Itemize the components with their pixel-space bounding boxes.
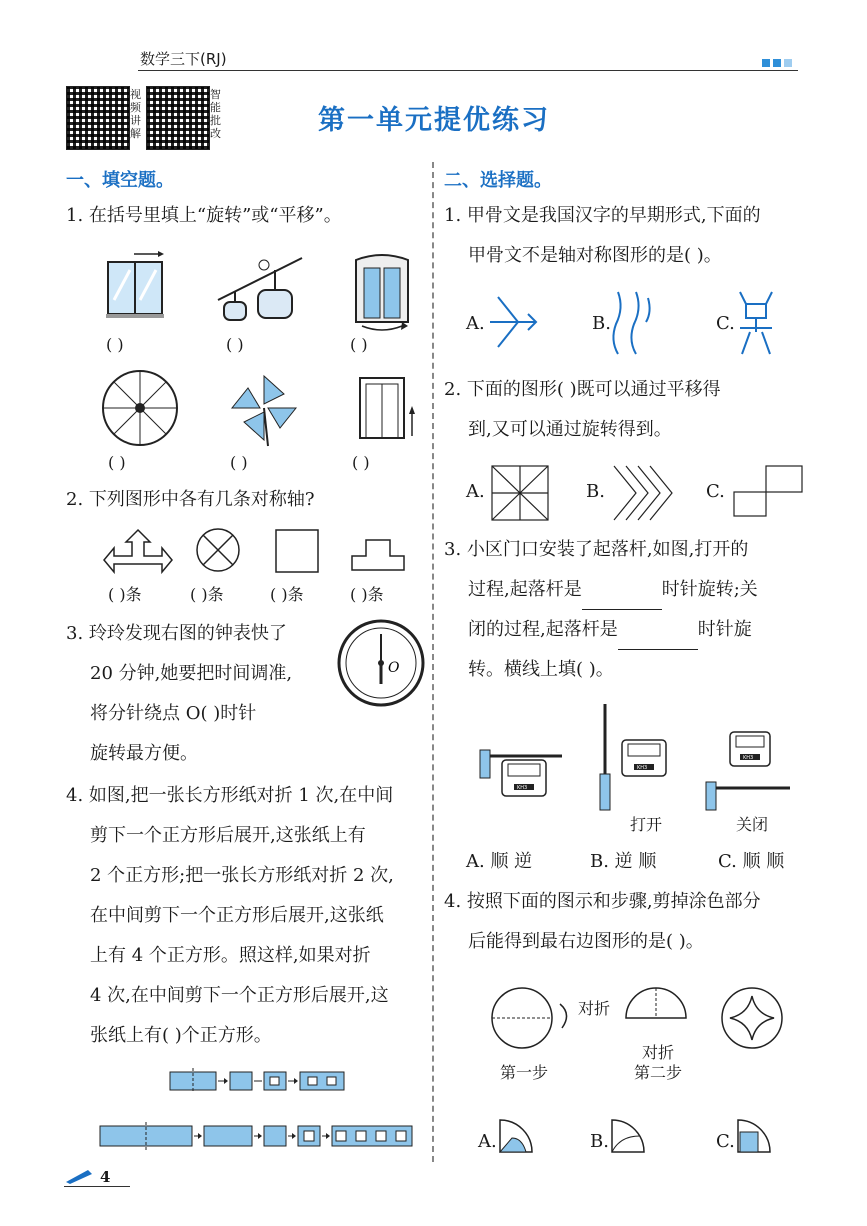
book-title: 数学三下(RJ): [140, 50, 227, 68]
r-q1-line2: 甲骨文不是轴对称图形的是( )。: [468, 245, 722, 266]
q4-line2: 剪下一个正方形后展开,这张纸上有: [90, 825, 366, 846]
r-q4-option-b[interactable]: B.: [590, 1131, 609, 1152]
q4-line3: 2 个正方形;把一张长方形纸对折 2 次,: [90, 865, 394, 886]
r-q3-line2: 过程,起落杆是 时针旋转;关: [468, 570, 758, 610]
r-q2-option-c[interactable]: C.: [706, 481, 725, 502]
three-arrow-shape: [102, 528, 174, 574]
fold-once-diagram: [168, 1068, 348, 1092]
cut-option-b: [610, 1118, 646, 1154]
step2-label: 第二步: [634, 1063, 683, 1082]
q1-text: 1. 在括号里填上“旋转”或“平移”。: [66, 205, 342, 226]
clock-center-label: O: [388, 660, 400, 676]
label-open: 打开: [630, 815, 663, 834]
oracle-glyph-c: [736, 288, 776, 358]
q1-answer-4[interactable]: ( ): [108, 453, 126, 472]
r-q4-option-a[interactable]: A.: [478, 1131, 497, 1152]
pencil-icon: [64, 1166, 94, 1184]
q2-answer-2[interactable]: ( )条: [190, 585, 224, 604]
oracle-glyph-b: [610, 288, 654, 358]
label-close: 关闭: [736, 815, 769, 834]
q3-line3: 将分针绕点 O( )时针: [90, 703, 257, 724]
oracle-glyph-a: [488, 292, 538, 352]
q2-answer-1[interactable]: ( )条: [108, 585, 142, 604]
offset-squares-shape: [732, 464, 804, 518]
pinwheel-pattern-shape: [490, 464, 552, 522]
q3-line2: 20 分钟,她要把时间调准,: [90, 663, 293, 684]
pinwheel-icon: [228, 374, 300, 446]
r-q3-line1: 3. 小区门口安装了起落杆,如图,打开的: [444, 539, 749, 560]
r-q1-option-c[interactable]: C.: [716, 313, 735, 334]
step1-label: 第一步: [500, 1063, 549, 1082]
r-q1-option-b[interactable]: B.: [592, 313, 611, 334]
q4-line7: 张纸上有( )个正方形。: [90, 1025, 272, 1046]
cable-car-icon: [218, 252, 302, 324]
r-q1-line1: 1. 甲骨文是我国汉字的早期形式,下面的: [444, 205, 761, 226]
r-q2-line2: 到,又可以通过旋转得到。: [468, 419, 672, 440]
section-choice: 二、选择题。: [444, 170, 552, 191]
q4-line5: 上有 4 个正方形。照这样,如果对折: [90, 945, 371, 966]
r-q3-line3: 闭的过程,起落杆是 时针旋: [468, 610, 752, 650]
q1-answer-1[interactable]: ( ): [106, 335, 124, 354]
r-q3-line4: 转。横线上填( )。: [468, 659, 614, 680]
r-q3-option-b[interactable]: B. 逆 顺: [590, 851, 657, 872]
r-q4-option-c[interactable]: C.: [716, 1131, 735, 1152]
q2-answer-3[interactable]: ( )条: [270, 585, 304, 604]
plate-3: KH3: [743, 755, 754, 761]
q4-line6: 4 次,在中间剪下一个正方形后展开,这: [90, 985, 389, 1006]
r-q3-option-a[interactable]: A. 顺 逆: [466, 851, 533, 872]
q4-line4: 在中间剪下一个正方形后展开,这张纸: [90, 905, 384, 926]
q1-answer-3[interactable]: ( ): [350, 335, 368, 354]
cut-option-c: [736, 1118, 772, 1154]
fold-label-1: 对折: [578, 999, 611, 1018]
column-divider: [432, 162, 434, 1162]
r-q2-line1: 2. 下面的图形( )既可以通过平移得: [444, 379, 721, 400]
r-q4-line1: 4. 按照下面的图示和步骤,剪掉涂色部分: [444, 891, 761, 912]
r-q2-option-b[interactable]: B.: [586, 481, 605, 502]
r-q2-option-a[interactable]: A.: [466, 481, 485, 502]
q1-answer-5[interactable]: ( ): [230, 453, 248, 472]
q3-line4: 旋转最方便。: [90, 743, 198, 764]
paper-cut-steps-diagram: [490, 980, 790, 1060]
r-q3-option-c[interactable]: C. 顺 顺: [718, 851, 785, 872]
prize-wheel-icon: [100, 368, 180, 448]
header-rule: [138, 70, 798, 71]
window-icon: [106, 250, 166, 320]
r-q3-blank-1[interactable]: [582, 591, 662, 610]
qr-label-grading: 智能批改: [210, 88, 221, 140]
header-marks: [762, 52, 802, 62]
r-q3-blank-2[interactable]: [618, 631, 698, 650]
plate-1: KH3: [517, 785, 528, 791]
footer-rule: [64, 1186, 130, 1187]
fold-label-2: 对折: [642, 1043, 675, 1062]
q4-line1: 4. 如图,把一张长方形纸对折 1 次,在中间: [66, 785, 394, 806]
chevron-pattern-shape: [612, 464, 680, 522]
qr-code-grading[interactable]: [146, 86, 210, 150]
qr-label-video: 视频讲解: [130, 88, 141, 140]
r-q4-line2: 后能得到最右边图形的是( )。: [468, 931, 704, 952]
q1-answer-6[interactable]: ( ): [352, 453, 370, 472]
square-shape: [274, 528, 320, 574]
fold-twice-diagram: [98, 1122, 418, 1150]
section-fill-in: 一、填空题。: [66, 170, 174, 191]
page-title: 第一单元提优练习: [318, 105, 550, 136]
q2-text: 2. 下列图形中各有几条对称轴?: [66, 489, 315, 510]
r-q1-option-a[interactable]: A.: [466, 313, 485, 334]
q2-answer-4[interactable]: ( )条: [350, 585, 384, 604]
q1-answer-2[interactable]: ( ): [226, 335, 244, 354]
clock-icon: [336, 618, 426, 708]
plate-2: KH3: [637, 765, 648, 771]
q3-line1: 3. 玲玲发现右图的钟表快了: [66, 623, 287, 644]
revolving-door-icon: [352, 250, 414, 330]
circle-x-shape: [194, 526, 242, 574]
barrier-gate-diagram: [474, 700, 804, 830]
stepped-shape: [350, 536, 406, 572]
elevator-icon: [358, 376, 418, 446]
qr-code-video[interactable]: [66, 86, 130, 150]
page-number: 4: [100, 1168, 111, 1186]
cut-option-a: [498, 1118, 534, 1154]
